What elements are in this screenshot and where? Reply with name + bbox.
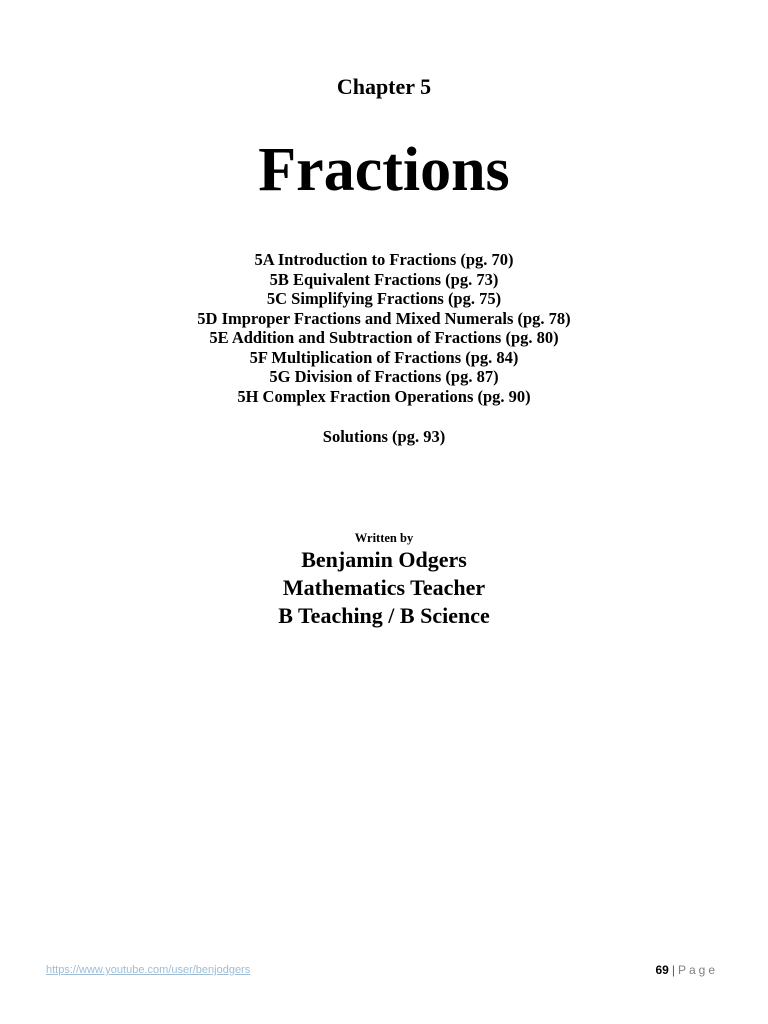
toc-item-5c: 5C Simplifying Fractions (pg. 75): [266, 289, 502, 308]
youtube-link[interactable]: https://www.youtube.com/user/benjodgers: [46, 964, 251, 976]
author-name: Benjamin Odgers: [301, 547, 467, 572]
author-role: Mathematics Teacher: [282, 575, 486, 600]
page-number: 69: [655, 963, 669, 977]
toc-item-5b: 5B Equivalent Fractions (pg. 73): [269, 269, 499, 289]
toc-item-5a: 5A Introduction to Fractions (pg. 70): [254, 250, 514, 269]
page-separator: |: [671, 963, 675, 977]
page-word: Page: [677, 963, 718, 977]
table-of-contents: [0, 250, 768, 406]
page-footer: [655, 963, 718, 977]
written-by-label: Written by: [354, 531, 414, 545]
chapter-label: Chapter 5: [336, 74, 432, 99]
toc-item-5f: 5F Multiplication of Fractions (pg. 84): [249, 347, 519, 367]
toc-item-5h: 5H Complex Fraction Operations (pg. 90): [237, 386, 531, 406]
toc-item-5g: 5G Division of Fractions (pg. 87): [269, 367, 499, 386]
toc-item-5e: 5E Addition and Subtraction of Fractions (pg. 80): [209, 328, 559, 347]
toc-item-solutions: Solutions (pg. 93): [322, 427, 446, 446]
chapter-title: Fractions: [258, 136, 510, 204]
author-degrees: B Teaching / B Science: [278, 603, 490, 628]
toc-item-5d: 5D Improper Fractions and Mixed Numerals (pg. 78): [197, 308, 571, 328]
author-block: [0, 546, 768, 630]
